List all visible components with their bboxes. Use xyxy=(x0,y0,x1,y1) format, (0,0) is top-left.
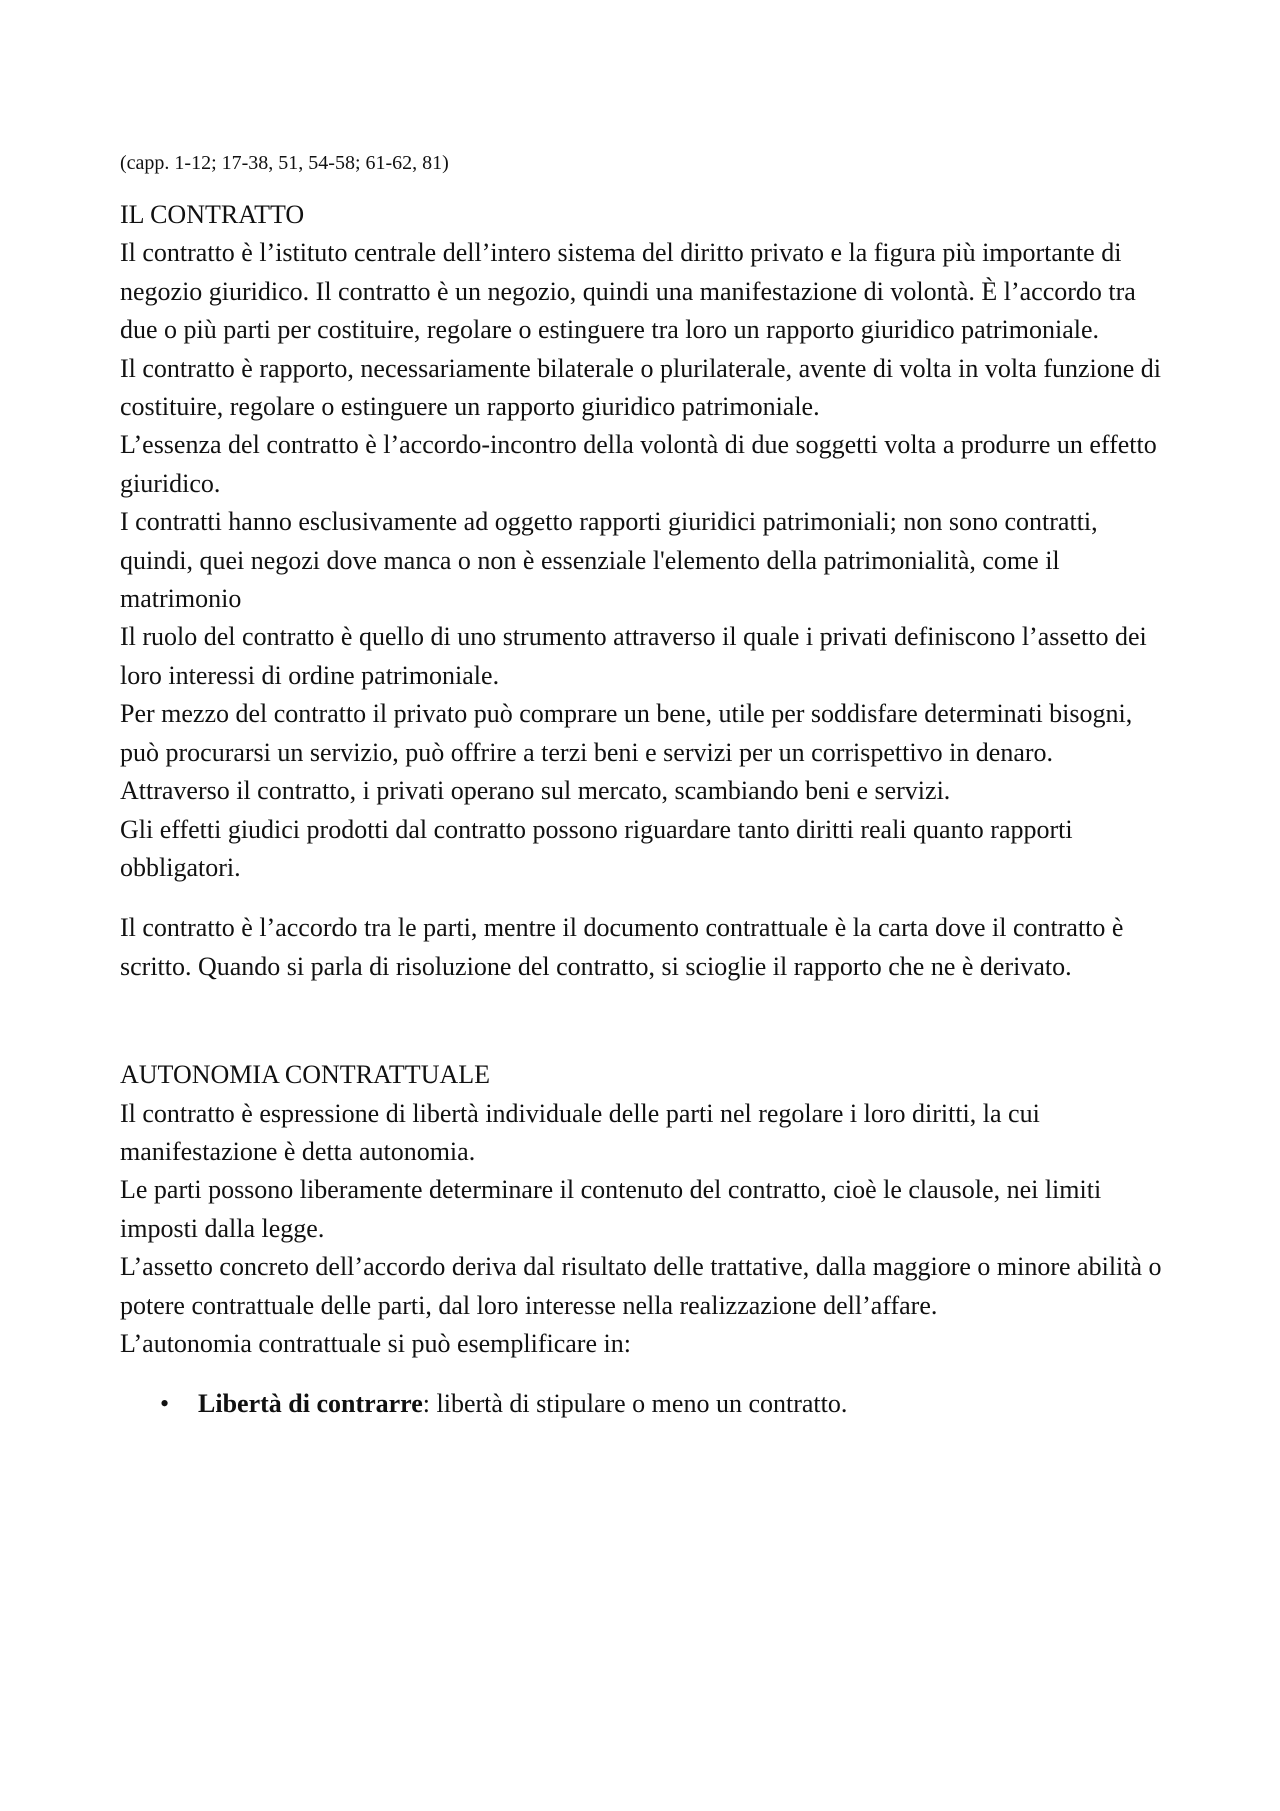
spacer xyxy=(120,986,1165,1056)
paragraph: Per mezzo del contratto il privato può comprare un bene, utile per soddisfare determinati bisogni, può procurarsi un servizio, può offrire a terzi beni e servizi per un corrispettivo in denaro. xyxy=(120,699,1133,767)
paragraph: L’autonomia contrattuale si può esemplificare in: xyxy=(120,1328,631,1358)
chapters-note: (capp. 1-12; 17-38, 51, 54-58; 61-62, 81) xyxy=(120,152,449,174)
paragraph: L’essenza del contratto è l’accordo-incontro della volontà di due soggetti volta a produrre un effetto giuridico. xyxy=(120,430,1157,498)
paragraph: Il contratto è rapporto, necessariamente bilaterale o plurilaterale, avente di volta in volta funzione di costituire, regolare o estinguere un rapporto giuridico patrimoniale. xyxy=(120,353,1162,422)
paragraph: I contratti hanno esclusivamente ad oggetto rapporti giuridici patrimoniali; non sono contratti, quindi, quei negozi dove manca o non è essenziale l'elemento della patrimonialità, come il matrimonio xyxy=(120,507,1098,614)
bullet-list xyxy=(120,1385,1165,1423)
spacer xyxy=(120,887,1165,909)
paragraph: Le parti possono liberamente determinare il contenuto del contratto, cioè le clausole, nei limiti imposti dalla legge. xyxy=(120,1175,1102,1243)
section-heading-contratto: IL CONTRATTO xyxy=(120,200,305,229)
list-item xyxy=(120,1385,1165,1423)
paragraph: L’assetto concreto dell’accordo deriva dal risultato delle trattative, dalla maggiore o minore abilità o potere contrattuale delle parti, dal loro interesse nella realizzazione dell’affare. xyxy=(120,1252,1162,1320)
paragraph: Il contratto è l’istituto centrale dell’intero sistema del diritto privato e la figura più importante di negozio giuridico. Il contratto è un negozio, quindi una manifestazione di volontà. È l’accordo tra due o più parti per costituire, regolare o estinguere tra loro un rapporto giuridico patrimoniale. xyxy=(120,238,1136,345)
bullet-text: : libertà di stipulare o meno un contratto. xyxy=(422,1389,848,1419)
document-body xyxy=(120,148,1165,1424)
section-heading-autonomia: AUTONOMIA CONTRATTUALE xyxy=(120,1060,491,1090)
bullet-term: Libertà di contrarre xyxy=(198,1389,423,1419)
paragraph: Il ruolo del contratto è quello di uno strumento attraverso il quale i privati definiscono l’assetto dei loro interessi di ordine patrimoniale. xyxy=(120,622,1147,690)
paragraph: Gli effetti giudici prodotti dal contratto possono riguardare tanto diritti reali quanto rapporti obbligatori. xyxy=(120,814,1073,882)
paragraph: Attraverso il contratto, i privati operano sul mercato, scambiando beni e servizi. xyxy=(120,776,951,806)
paragraph: Il contratto è espressione di libertà individuale delle parti nel regolare i loro diritti, la cui manifestazione è detta autonomia. xyxy=(120,1098,1040,1166)
bullet-icon: • xyxy=(160,1389,170,1419)
paragraph: Il contratto è l’accordo tra le parti, mentre il documento contrattuale è la carta dove il contratto è scritto. Quando si parla di risoluzione del contratto, si scioglie il rapporto che ne è derivato. xyxy=(120,913,1124,981)
